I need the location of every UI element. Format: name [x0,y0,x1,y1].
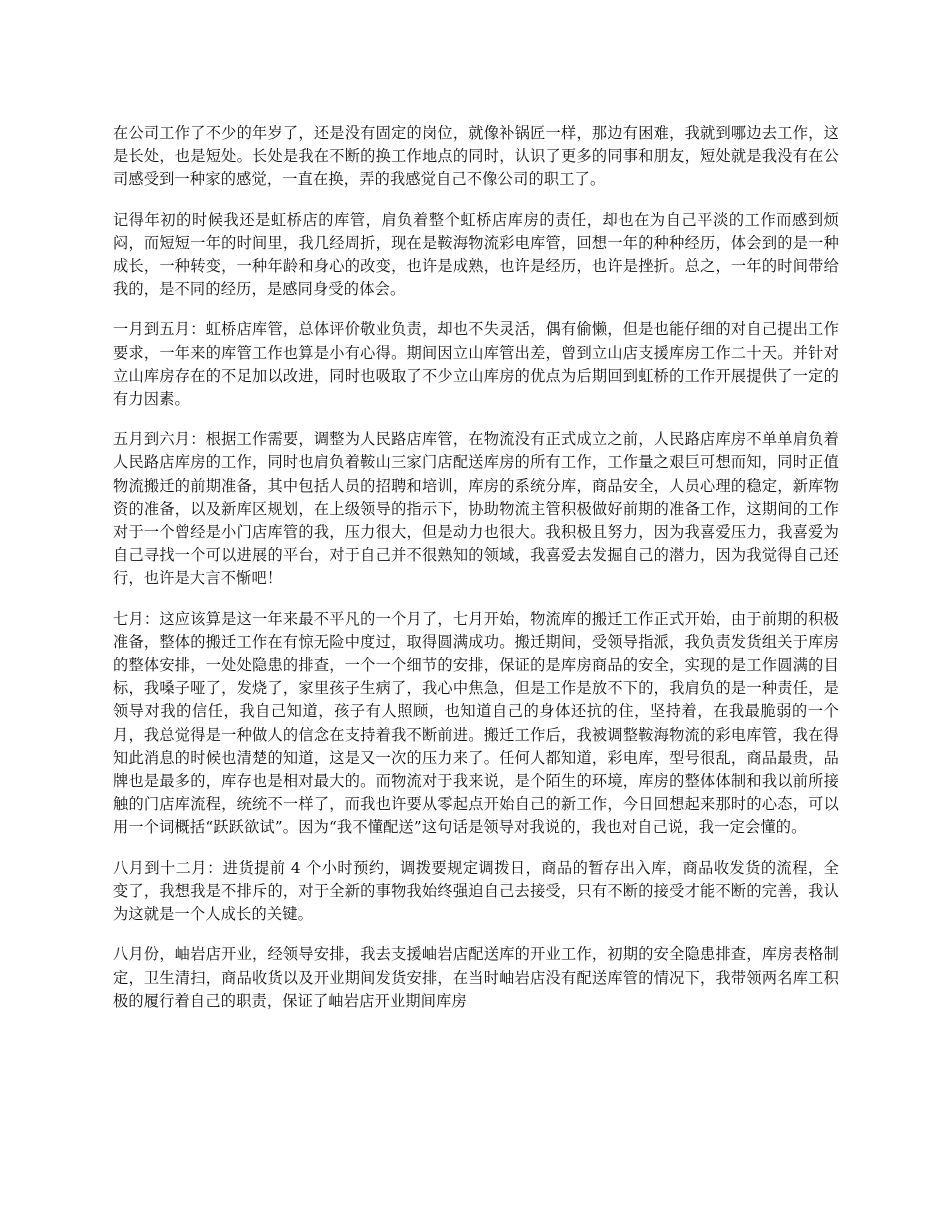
paragraph-july: 七月：这应该算是这一年来最不平凡的一个月了，七月开始，物流库的搬迁工作正式开始，由于前期的积极准备，整体的搬迁工作在有惊无险中度过，取得圆满成功。搬迁期间，受领导指派，我负责发货组关于库房的整体安排，一处处隐患的排查，一个一个细节的安排，保证的是库房商品的安全，实现的是工作圆满的目标，我嗓子哑了，发烧了，家里孩子生病了，我心中焦急，但是工作是放不下的，我肩负的是一种责任，是领导对我的信任，我自己知道，孩子有人照顾，也知道自己的身体还抗的住，坚持着，在我最脆弱的一个月，我总觉得是一种做人的信念在支持着我不断前进。搬迁工作后，我被调整鞍海物流的彩电库管，我在得知此消息的时候也清楚的知道，这是又一次的压力来了。任何人都知道，彩电库，型号很乱，商品最贵，品牌也是最多的，库存也是相对最大的。而物流对于我来说，是个陌生的环境，库房的整体体制和我以前所接触的门店库流程，统统不一样了，而我也许要从零起点开始自己的新工作，今日回想起来那时的心态，可以用一个词概括“跃跃欲试”。因为“我不懂配送”这句话是领导对我说的，我也对自己说，我一定会懂的。 [113,609,839,837]
document-body [113,122,839,1030]
paragraph-may-jun: 五月到六月：根据工作需要，调整为人民路店库管，在物流没有正式成立之前，人民路店库房不单单肩负着人民路店库房的工作，同时也肩负着鞍山三家门店配送库房的所有工作，工作量之艰巨可想而知，同时正值物流搬迁的前期准备，其中包括人员的招聘和培训，库房的系统分库，商品安全，人员心理的稳定，新库物资的准备，以及新库区规划，在上级领导的指示下，协助物流主管积极做好前期的准备工作，这期间的工作对于一个曾经是小门店库管的我，压力很大，但是动力也很大。我积极且努力，因为我喜爱压力，我喜爱为自己寻找一个可以进展的平台，对于自己并不很熟知的领域，我喜爱去发掘自己的潜力，因为我觉得自己还行，也许是大言不惭吧！ [113,430,839,588]
paragraph-jan-may: 一月到五月：虹桥店库管，总体评价敬业负责，却也不失灵活，偶有偷懒，但是也能仔细的对自己提出工作要求，一年来的库管工作也算是小有心得。期间因立山库管出差，曾到立山店支援库房工作二十天。并针对立山库房存在的不足加以改进，同时也吸取了不少立山库房的优点为后期回到虹桥的工作开展提供了一定的有力因素。 [113,320,839,409]
paragraph-year-start: 记得年初的时候我还是虹桥店的库管，肩负着整个虹桥店库房的责任，却也在为自己平淡的工作而感到烦闷，而短短一年的时间里，我几经周折，现在是鞍海物流彩电库管，回想一年的种种经历，体会到的是一种成长，一种转变，一种年龄和身心的改变，也许是成熟，也许是经历，也许是挫折。总之，一年的时间带给我的，是不同的经历，是感同身受的体会。 [113,210,839,299]
paragraph-august-xiuyan: 八月份，岫岩店开业，经领导安排，我去支援岫岩店配送库的开业工作，初期的安全隐患排查，库房表格制定，卫生清扫，商品收货以及开业期间发货安排，在当时岫岩店没有配送库管的情况下，我带领两名库工积极的履行着自己的职责，保证了岫岩店开业期间库房 [113,945,839,1010]
paragraph-intro: 在公司工作了不少的年岁了，还是没有固定的岗位，就像补锅匠一样，那边有困难，我就到哪边去工作，这是长处，也是短处。长处是我在不断的换工作地点的同时，认识了更多的同事和朋友，短处就是我没有在公司感受到一种家的感觉，一直在换，弄的我感觉自己不像公司的职工了。 [113,124,839,189]
paragraph-aug-dec: 八月到十二月：进货提前 4 个小时预约，调拨要规定调拨日，商品的暂存出入库，商品收发货的流程，全变了，我想我是不排斥的，对于全新的事物我始终强迫自己去接受，只有不断的接受才能不断的完善，我认为这就是一个人成长的关键。 [113,858,839,924]
